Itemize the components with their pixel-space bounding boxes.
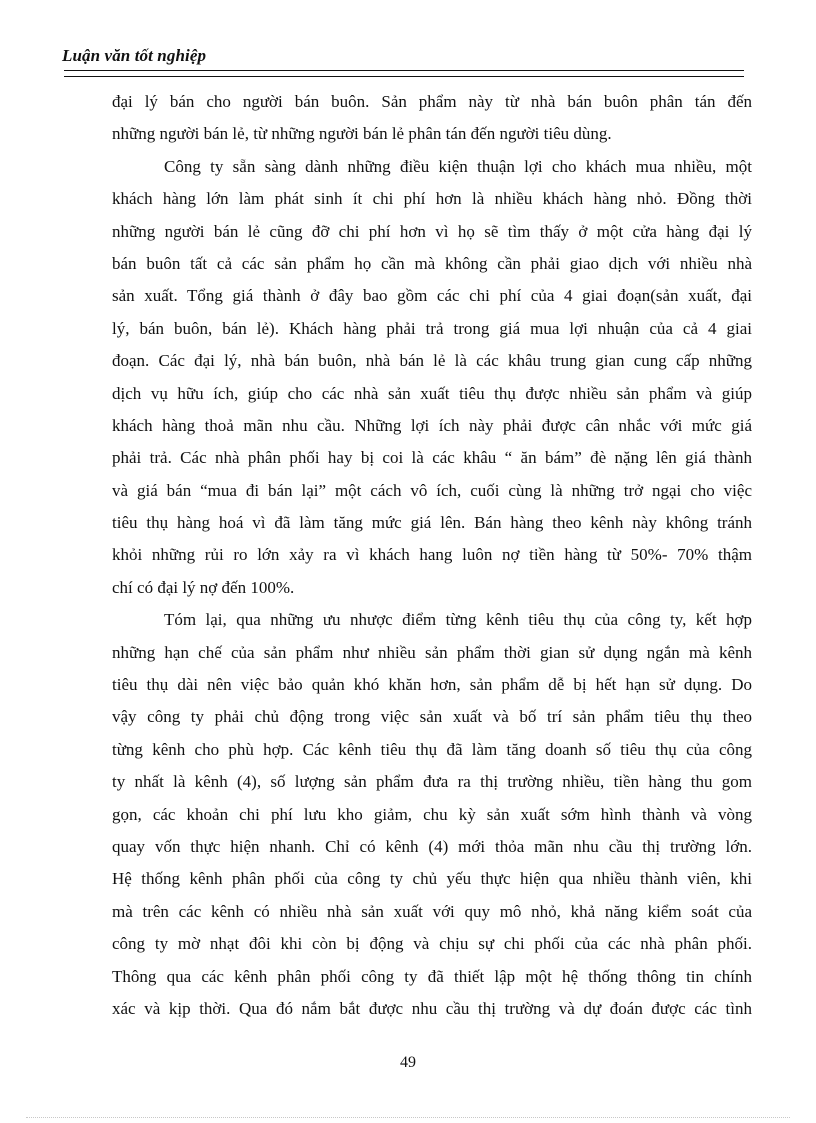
text-line: mà trên các kênh có nhiều nhà sản xuất với quy mô nhỏ, khả năng kiểm soát của <box>112 901 752 921</box>
page-bottom-dotted-border <box>26 1117 790 1118</box>
text-line: Công ty sẵn sàng dành những điều kiện thuận lợi cho khách mua nhiều, một <box>164 156 752 176</box>
text-line: phải trả. Các nhà phân phối hay bị coi là các khâu “ ăn bám” đè nặng lên giá thành <box>112 448 752 468</box>
text-line: khách hàng thoả mãn nhu cầu. Những lợi ích này phải được cân nhắc với mức giá <box>112 415 752 435</box>
text-line: tiêu thụ hàng hoá vì đã làm tăng mức giá lên. Bán hàng theo kênh này không tránh <box>112 513 752 533</box>
text-line: quay vốn thực hiện nhanh. Chỉ có kênh (4) mới thỏa mãn nhu cầu thị trường lớn. <box>112 836 752 856</box>
page-number: 49 <box>400 1054 416 1071</box>
text-line: khách hàng lớn làm phát sinh ít chi phí hơn là nhiều khách hàng nhỏ. Đồng thời <box>112 189 752 209</box>
text-line: xác và kịp thời. Qua đó nắm bắt được nhu cầu thị trường và dự đoán được các tình <box>112 998 752 1018</box>
text-line: sản xuất. Tổng giá thành ở đây bao gồm các chi phí của 4 giai đoạn(sản xuất, đại <box>112 286 752 306</box>
text-line: những người bán lẻ cũng đỡ chi phí hơn vì họ sẽ tìm thấy ở một cửa hàng đại lý <box>112 221 752 241</box>
text-line: gọn, các khoản chi phí lưu kho giảm, chu kỳ sản xuất sớm hình thành và vòng <box>112 804 752 824</box>
text-line: tiêu thụ dài nên việc bảo quản khó khăn hơn, sản phẩm dễ bị hết hạn sử dụng. Do <box>112 675 752 695</box>
text-line: những người bán lẻ, từ những người bán lẻ phân tán đến người tiêu dùng. <box>112 124 612 144</box>
text-line: khỏi những rủi ro lớn xảy ra vì khách hang luôn nợ tiền hàng từ 50%- 70% thậm <box>112 545 752 565</box>
document-header-title: Luận văn tốt nghiệp <box>62 46 207 65</box>
text-line: đại lý bán cho người bán buôn. Sản phẩm này từ nhà bán buôn phân tán đến <box>112 92 752 111</box>
text-line: lý, bán buôn, bán lẻ). Khách hàng phải trả trong giá mua lợi nhuận của cả 4 giai <box>112 318 752 338</box>
text-line: vậy công ty phải chủ động trong việc sản xuất và bố trí sản phẩm tiêu thụ theo <box>112 707 752 727</box>
text-line: chí có đại lý nợ đến 100%. <box>112 577 295 597</box>
text-line: đoạn. Các đại lý, nhà bán buôn, nhà bán lẻ là các khâu trung gian cung cấp những <box>112 351 752 371</box>
text-line: Hệ thống kênh phân phối của công ty chủ yếu thực hiện qua nhiều thành viên, khi <box>112 869 752 889</box>
header-double-rule <box>64 70 744 77</box>
text-line: Thông qua các kênh phân phối công ty đã thiết lập một hệ thống thông tin chính <box>112 966 752 986</box>
text-line: ty nhất là kênh (4), số lượng sản phẩm đưa ra thị trường nhiều, tiền hàng thu gom <box>112 772 752 792</box>
text-line: và giá bán “mua đi bán lại” một cách vô ích, cuối cùng là những trở ngại cho việc <box>112 480 752 500</box>
text-line: những hạn chế của sản phẩm như nhiều sản phẩm thời gian sử dụng ngắn mà kênh <box>112 642 752 662</box>
text-line: từng kênh cho phù hợp. Các kênh tiêu thụ đã làm tăng doanh số tiêu thụ của công <box>112 739 752 759</box>
body-text <box>112 86 752 1025</box>
text-line: công ty mờ nhạt đôi khi còn bị động và chịu sự chi phối của các nhà phân phối. <box>112 934 752 954</box>
text-line: Tóm lại, qua những ưu nhược điểm từng kênh tiêu thụ của công ty, kết hợp <box>164 610 752 630</box>
text-line: dịch vụ hữu ích, giúp cho các nhà sản xuất tiêu thụ được nhiều sản phẩm và giúp <box>112 383 752 403</box>
text-line: bán buôn tất cả các sản phẩm họ cần mà không cần phải giao dịch với nhiều nhà <box>112 253 752 273</box>
